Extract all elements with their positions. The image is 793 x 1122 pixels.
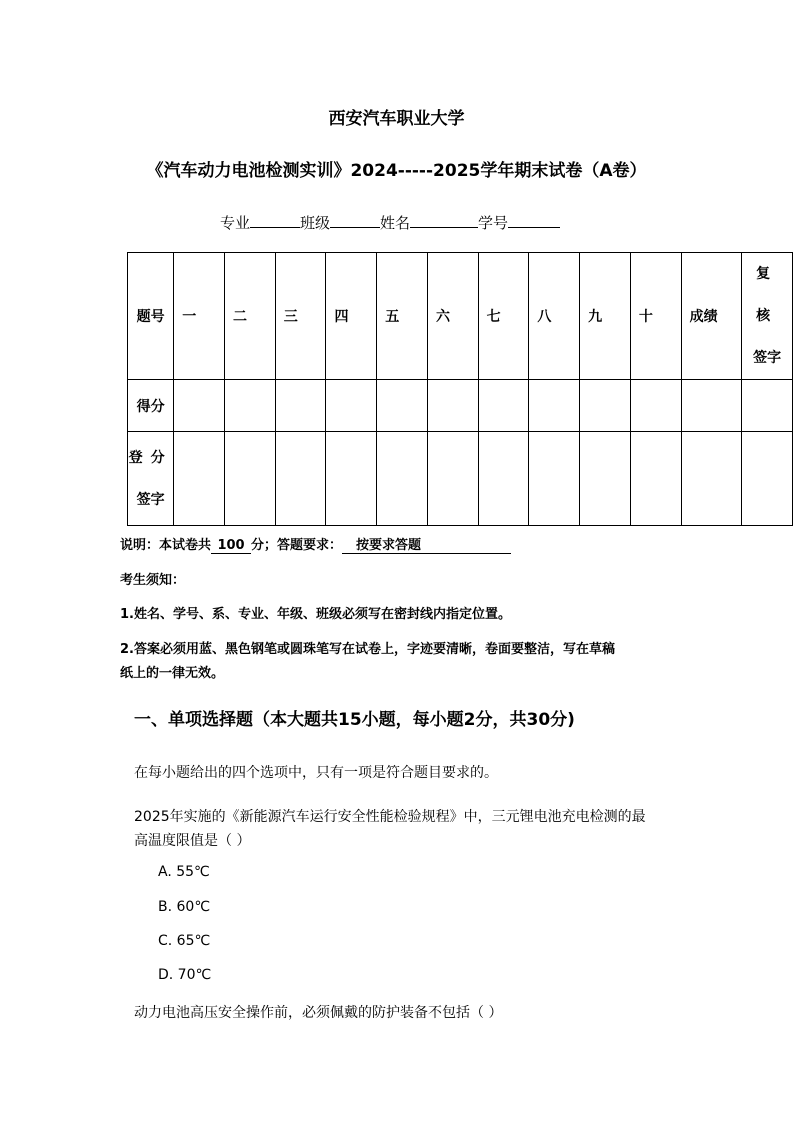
score-cell[interactable] xyxy=(529,380,580,432)
question-col-header: 三 xyxy=(275,253,326,380)
section-heading: 一、单项选择题（本大题共15小题，每小题2分，共30分) xyxy=(134,710,575,730)
option-b[interactable]: B. 60℃ xyxy=(158,899,211,915)
sign-cell[interactable] xyxy=(174,432,225,526)
school-name: 西安汽车职业大学 xyxy=(328,109,465,129)
review-sign-line2: 签字 xyxy=(753,350,782,366)
student-id-label: 学号 xyxy=(478,214,509,232)
question-col-header: 十 xyxy=(630,253,681,380)
score-table xyxy=(127,252,793,526)
score-cell[interactable] xyxy=(377,380,428,432)
sign-cell[interactable] xyxy=(630,432,681,526)
answer-requirement: 按要求答题 xyxy=(342,534,511,554)
question-2-line-1: 动力电池高压安全操作前，必须佩戴的防护装备不包括（ ） xyxy=(134,1005,503,1021)
sign-cell[interactable] xyxy=(225,432,276,526)
name-label: 姓名 xyxy=(380,214,411,232)
register-sign-row xyxy=(128,432,793,526)
major-label: 专业 xyxy=(220,214,251,232)
option-c[interactable]: C. 65℃ xyxy=(158,933,211,949)
question-no-label: 题号 xyxy=(128,253,174,380)
register-sign-line2: 签字 xyxy=(136,491,165,508)
exam-description xyxy=(120,534,511,554)
score-cell[interactable] xyxy=(275,380,326,432)
option-a[interactable]: A. 55℃ xyxy=(158,864,210,880)
desc-prefix: 说明：本试卷共 xyxy=(120,538,212,553)
sign-cell[interactable] xyxy=(681,432,742,526)
review-sign-header xyxy=(742,253,793,380)
question-col-header: 九 xyxy=(580,253,631,380)
section-intro: 在每小题给出的四个选项中，只有一项是符合题目要求的。 xyxy=(134,765,498,781)
student-id-field[interactable] xyxy=(508,213,560,228)
sign-cell[interactable] xyxy=(326,432,377,526)
sign-cell[interactable] xyxy=(275,432,326,526)
score-cell[interactable] xyxy=(174,380,225,432)
sign-cell[interactable] xyxy=(427,432,478,526)
review-sign-line1: 复 核 xyxy=(756,266,779,324)
score-cell[interactable] xyxy=(225,380,276,432)
question-col-header: 五 xyxy=(377,253,428,380)
question-col-header: 八 xyxy=(529,253,580,380)
question-col-header: 二 xyxy=(225,253,276,380)
score-cell[interactable] xyxy=(478,380,529,432)
class-field[interactable] xyxy=(330,213,380,228)
sign-cell[interactable] xyxy=(742,432,793,526)
score-row xyxy=(128,380,793,432)
option-d[interactable]: D. 70℃ xyxy=(158,967,212,983)
total-points: 100 xyxy=(211,538,251,554)
score-cell[interactable] xyxy=(630,380,681,432)
total-score-cell[interactable] xyxy=(681,380,742,432)
question-1-line-1: 2025年实施的《新能源汽车运行安全性能检验规程》中，三元锂电池充电检测的最 xyxy=(134,809,646,825)
rule-1: 1.姓名、学号、系、专业、年级、班级必须写在密封线内指定位置。 xyxy=(120,607,511,622)
question-col-header: 六 xyxy=(427,253,478,380)
question-number-row xyxy=(128,253,793,380)
exam-title: 《汽车动力电池检测实训》2024-----2025学年期末试卷（A卷） xyxy=(146,161,647,181)
desc-mid: 分；答题要求： xyxy=(251,538,343,553)
class-label: 班级 xyxy=(300,214,331,232)
instructions-title: 考生须知： xyxy=(120,573,186,588)
sign-cell[interactable] xyxy=(529,432,580,526)
score-cell[interactable] xyxy=(427,380,478,432)
register-sign-line1: 登分 xyxy=(128,449,173,466)
question-col-header: 四 xyxy=(326,253,377,380)
student-info-line xyxy=(220,212,560,233)
sign-cell[interactable] xyxy=(580,432,631,526)
register-sign-label xyxy=(128,432,174,526)
total-score-header: 成绩 xyxy=(681,253,742,380)
question-1-line-2: 高温度限值是（ ） xyxy=(134,833,251,849)
question-col-header: 七 xyxy=(478,253,529,380)
question-col-header: 一 xyxy=(174,253,225,380)
review-sign-cell[interactable] xyxy=(742,380,793,432)
score-cell[interactable] xyxy=(580,380,631,432)
score-cell[interactable] xyxy=(326,380,377,432)
sign-cell[interactable] xyxy=(478,432,529,526)
major-field[interactable] xyxy=(250,213,300,228)
name-field[interactable] xyxy=(410,213,478,228)
rule-2-line-2: 纸上的一律无效。 xyxy=(120,666,225,681)
rule-2-line-1: 2.答案必须用蓝、黑色钢笔或圆珠笔写在试卷上，字迹要清晰，卷面要整洁，写在草稿 xyxy=(120,642,615,657)
sign-cell[interactable] xyxy=(377,432,428,526)
score-row-label: 得分 xyxy=(128,380,174,432)
